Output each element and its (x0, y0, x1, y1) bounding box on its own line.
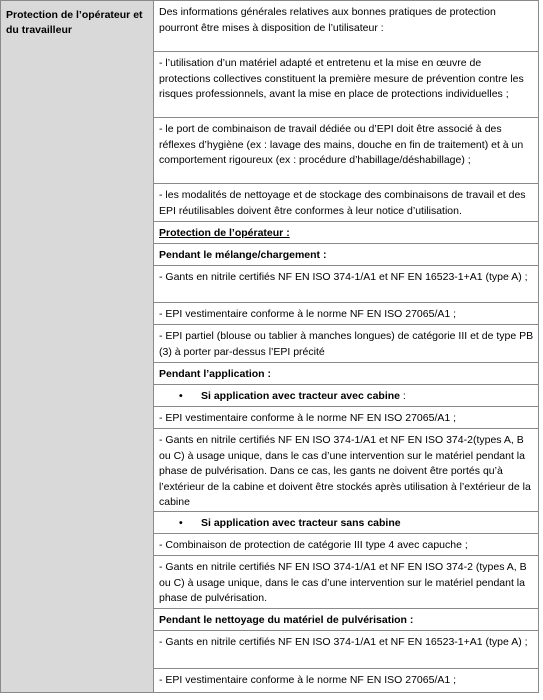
row-header-cell (1, 1, 154, 692)
list-item-text: - Gants en nitrile certifiés NF EN ISO 374-1/A1 et NF EN ISO 374-2(types A, B ou C) à usage unique, dans le cas d’une intervention sur le matériel pendant la phase de pulvérisation. Dans ce cas, les gants ne doivent être portés qu’à l’extérieur de la cabine et doivent être stockés après utilisation à l’extérieur de la cabine (159, 434, 531, 508)
list-item-text: - EPI vestimentaire conforme à le norme NF EN ISO 27065/A1 ; (159, 412, 457, 424)
bullet-text: Si application avec tracteur avec cabine (201, 390, 401, 402)
bullet-item (159, 516, 534, 532)
bullet-item (159, 389, 534, 405)
list-item (154, 429, 538, 512)
intro-row (154, 1, 538, 52)
bullet-icon: • (179, 390, 183, 402)
list-item-text: - Combinaison de protection de catégorie III type 4 avec capuche ; (159, 539, 468, 551)
paragraph-text: - les modalités de nettoyage et de stockage des combinaisons de travail et des EPI réutilisables doivent être conformes à leur notice d’utilisation. (159, 189, 526, 217)
intro-text: Des informations générales relatives aux bonnes pratiques de protection pourront être mises à disposition de l’utilisateur : (159, 6, 496, 34)
list-item (154, 631, 538, 669)
row-header-label: Protection de l’opérateur et du travailleur (6, 9, 143, 36)
list-item (154, 266, 538, 303)
list-item-text: - Gants en nitrile certifiés NF EN ISO 374-1/A1 et NF EN ISO 374-2 (types A, B ou C) à usage unique, dans le cas d’une intervention sur le matériel pendant la phase de pulvérisation. (159, 561, 527, 604)
content-cell (154, 1, 538, 692)
list-item (154, 556, 538, 609)
bullet-icon: • (179, 517, 183, 529)
list-item-text: - Gants en nitrile certifiés NF EN ISO 374-1/A1 et NF EN 16523-1+A1 (type A) ; (159, 271, 528, 283)
paragraph-text: - le port de combinaison de travail dédiée ou d’EPI doit être associé à des réflexes d’hygiène (ex : lavage des mains, douche en fin de traitement) et à un comportement rigoureux (ex : procédure d’habillage/déshabillage) ; (159, 123, 524, 166)
paragraph-row (154, 118, 538, 184)
subheading-row (154, 609, 538, 631)
subheading-row (154, 363, 538, 385)
subheading: Pendant le nettoyage du matériel de pulvérisation : (159, 614, 414, 626)
list-item-text: - EPI vestimentaire conforme à le norme NF EN ISO 27065/A1 ; (159, 674, 457, 686)
bullet-text: Si application avec tracteur sans cabine (201, 517, 401, 529)
list-item (154, 303, 538, 325)
bullet-suffix: : (400, 390, 406, 402)
list-item-text: - EPI partiel (blouse ou tablier à manches longues) de catégorie III et de type PB (3) à porter par-dessus l’EPI précité (159, 330, 534, 358)
paragraph-row (154, 52, 538, 118)
list-item (154, 534, 538, 556)
subheading: Pendant le mélange/chargement : (159, 249, 327, 261)
list-item (154, 407, 538, 429)
bullet-row (154, 512, 538, 534)
subheading-row (154, 244, 538, 266)
section-heading: Protection de l’opérateur : (159, 227, 290, 239)
bullet-row (154, 385, 538, 407)
section-heading-row (154, 222, 538, 244)
subheading: Pendant l’application : (159, 368, 272, 380)
list-item-text: - EPI vestimentaire conforme à le norme NF EN ISO 27065/A1 ; (159, 308, 457, 320)
list-item-text: - Gants en nitrile certifiés NF EN ISO 374-1/A1 et NF EN 16523-1+A1 (type A) ; (159, 636, 528, 648)
list-item (154, 669, 538, 693)
paragraph-row (154, 184, 538, 222)
list-item (154, 325, 538, 363)
paragraph-text: - l’utilisation d’un matériel adapté et entretenu et la mise en œuvre de protections collectives constituent la première mesure de prévention contre les risques professionnels, avant la mise en place de protections individuelles ; (159, 57, 524, 100)
